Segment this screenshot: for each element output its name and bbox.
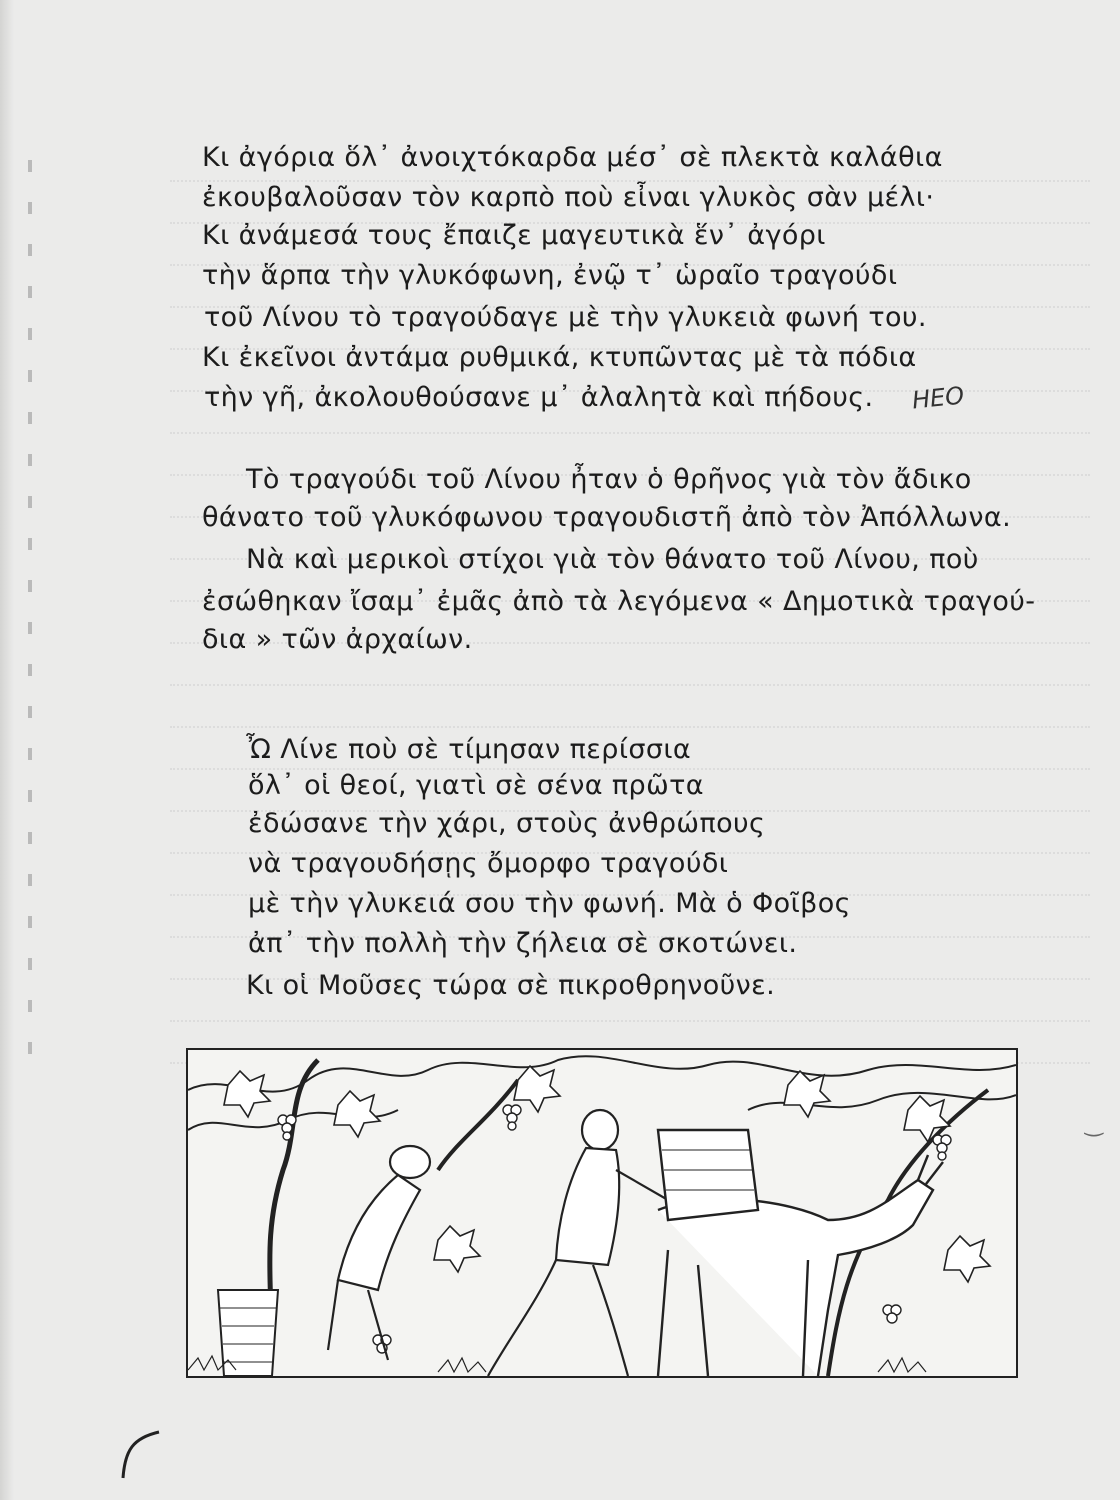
verse-line: ἐκουβαλοῦσαν τὸν καρπὸ ποὺ εἶναι γλυκὸς σὰν μέλι· <box>202 182 935 213</box>
pen-scribble-mark <box>115 1420 175 1484</box>
grape-harvest-illustration <box>186 1048 1018 1378</box>
poem-line: μὲ τὴν γλυκειά σου τὴν φωνή. Μὰ ὁ Φοῖβος <box>248 888 851 919</box>
prose-line: δια » τῶν ἀρχαίων. <box>202 624 473 655</box>
poem-line: ἐδώσανε τὴν χάρι, στοὺς ἀνθρώπους <box>248 808 766 839</box>
poem-line: ὅλ᾿ οἱ θεοί, γιατὶ σὲ σένα πρῶτα <box>248 770 704 801</box>
poem-line: ἀπ᾿ τὴν πολλὴ τὴν ζήλεια σὲ σκοτώνει. <box>248 928 798 959</box>
prose-line: ἐσώθηκαν ἴσαμ᾿ ἐμᾶς ἀπὸ τὰ λεγόμενα « Δημοτικὰ τραγού- <box>202 586 1036 617</box>
poem-line: Κι οἱ Μοῦσες τώρα σὲ πικροθρηνοῦνε. <box>246 970 776 1001</box>
page-binding-shadow <box>0 0 14 1500</box>
prose-line: Νὰ καὶ μερικοὶ στίχοι γιὰ τὸν θάνατο τοῦ Λίνου, ποὺ <box>246 544 979 575</box>
verse-line: Κι ἐκεῖνοι ἀντάμα ρυθμικά, κτυπῶντας μὲ τὰ πόδια <box>202 342 917 373</box>
verse-line: τοῦ Λίνου τὸ τραγούδαγε μὲ τὴν γλυκειὰ φωνή του. <box>204 302 927 333</box>
verse-line: τὴν ἅρπα τὴν γλυκόφωνη, ἐνῷ τ᾿ ὡραῖο τραγούδι <box>202 260 898 291</box>
prose-line: Τὸ τραγούδι τοῦ Λίνου ἦταν ὁ θρῆνος γιὰ τὸν ἄδικο <box>246 464 972 495</box>
poem-line: νὰ τραγουδήσῃς ὄμορφο τραγούδι <box>248 848 729 879</box>
vineyard-drawing <box>188 1050 1016 1376</box>
verse-line: Κι ἀνάμεσά τους ἔπαιζε μαγευτικὰ ἕν᾿ ἀγόρι <box>202 220 826 251</box>
verse-line: τὴν γῆ, ἀκολουθούσανε μ᾿ ἀλαλητὰ καὶ πήδους. <box>204 382 874 413</box>
margin-tick-mark: ‿ <box>1085 1112 1103 1137</box>
binding-marks <box>22 160 38 1060</box>
verse-line: Κι ἀγόρια ὅλ᾿ ἀνοιχτόκαρδα μέσ᾿ σὲ πλεκτὰ καλάθια <box>202 142 943 173</box>
prose-line: θάνατο τοῦ γλυκόφωνου τραγουδιστῆ ἀπὸ τὸν Ἀπόλλωνα. <box>202 502 1012 533</box>
poem-line: Ὦ Λίνε ποὺ σὲ τίμησαν περίσσια <box>246 734 692 765</box>
handwritten-annotation: ΗΕΟ <box>910 381 966 415</box>
